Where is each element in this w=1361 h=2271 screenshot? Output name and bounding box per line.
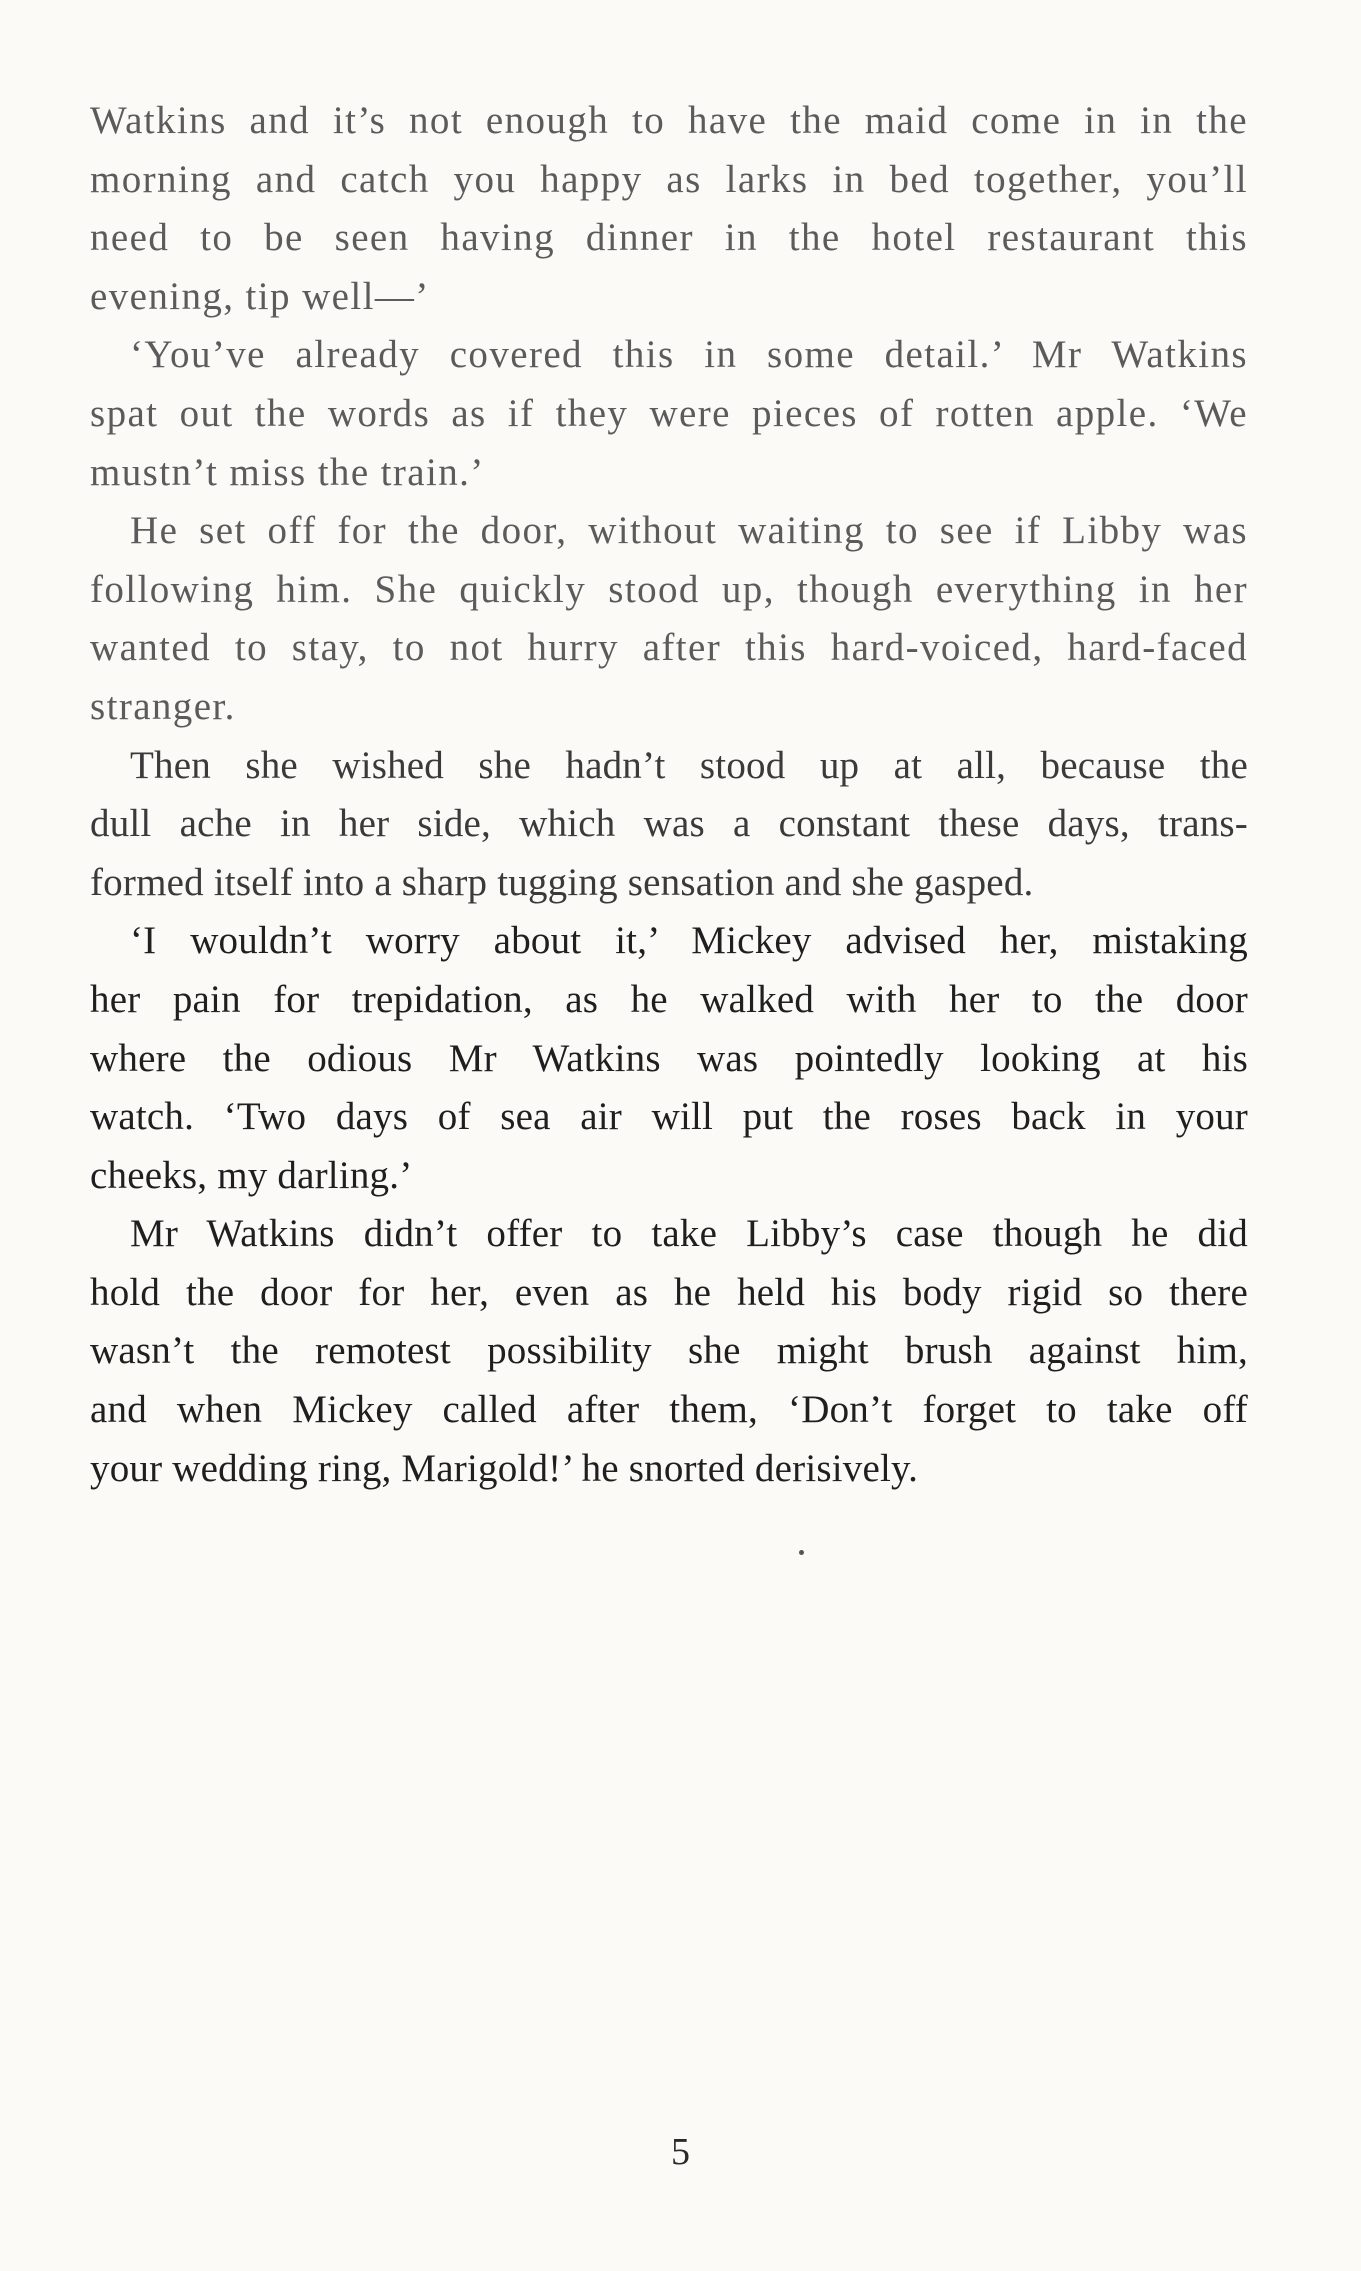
text-line: ‘You’ve already covered this in some detail.’ Mr Watkins (130, 333, 1248, 377)
text-line: He set off for the door, without waiting to see if Libby was (130, 509, 1248, 553)
page-number: 5 (671, 2131, 690, 2173)
text-line: morning and catch you happy as larks in bed together, you’ll (90, 157, 1248, 201)
text-line: cheeks, my darling.’ (90, 1153, 413, 1197)
text-line: spat out the words as if they were pieces of rotten apple. ‘We (90, 391, 1248, 435)
paragraph-3 (90, 502, 1248, 736)
paragraph-1 (90, 92, 1248, 326)
text-line: Watkins and it’s not enough to have the maid come in in the (90, 99, 1248, 142)
text-line: mustn’t miss the train.’ (90, 450, 485, 494)
text-line: wasn’t the remotest possibility she might brush against him, (90, 1329, 1248, 1373)
text-line: watch. ‘Two days of sea air will put the roses back in your (90, 1095, 1248, 1139)
text-line: hold the door for her, even as he held his body rigid so there (90, 1270, 1248, 1314)
text-line: need to be seen having dinner in the hotel restaurant this (90, 216, 1248, 260)
text-line: ‘I wouldn’t worry about it,’ Mickey advised her, mistaking (130, 919, 1248, 963)
text-line: Then she wished she hadn’t stood up at all, because the (130, 743, 1248, 787)
text-line: her pain for trepidation, as he walked with her to the door (90, 977, 1248, 1021)
text-line: formed itself into a sharp tugging sensation and she gasped. (90, 860, 1034, 904)
paragraph-2 (90, 326, 1248, 502)
body-text (90, 92, 1248, 1498)
text-line: your wedding ring, Marigold!’ he snorted derisively. (90, 1446, 919, 1490)
text-line: wanted to stay, to not hurry after this hard-voiced, hard-faced (90, 626, 1248, 670)
scene-break-dot (799, 1550, 804, 1555)
text-line: evening, tip well—’ (90, 274, 430, 318)
text-line: and when Mickey called after them, ‘Don’t forget to take off (90, 1388, 1248, 1432)
paragraph-5 (90, 912, 1248, 1205)
paragraph-4 (90, 737, 1248, 913)
text-line: where the odious Mr Watkins was pointedly looking at his (90, 1036, 1248, 1080)
text-line: Mr Watkins didn’t offer to take Libby’s case though he did (130, 1212, 1248, 1256)
text-line: following him. She quickly stood up, though everything in her (90, 567, 1248, 611)
text-line: dull ache in her side, which was a constant these days, trans- (90, 802, 1248, 846)
paragraph-6 (90, 1205, 1248, 1498)
text-line: stranger. (90, 684, 236, 728)
